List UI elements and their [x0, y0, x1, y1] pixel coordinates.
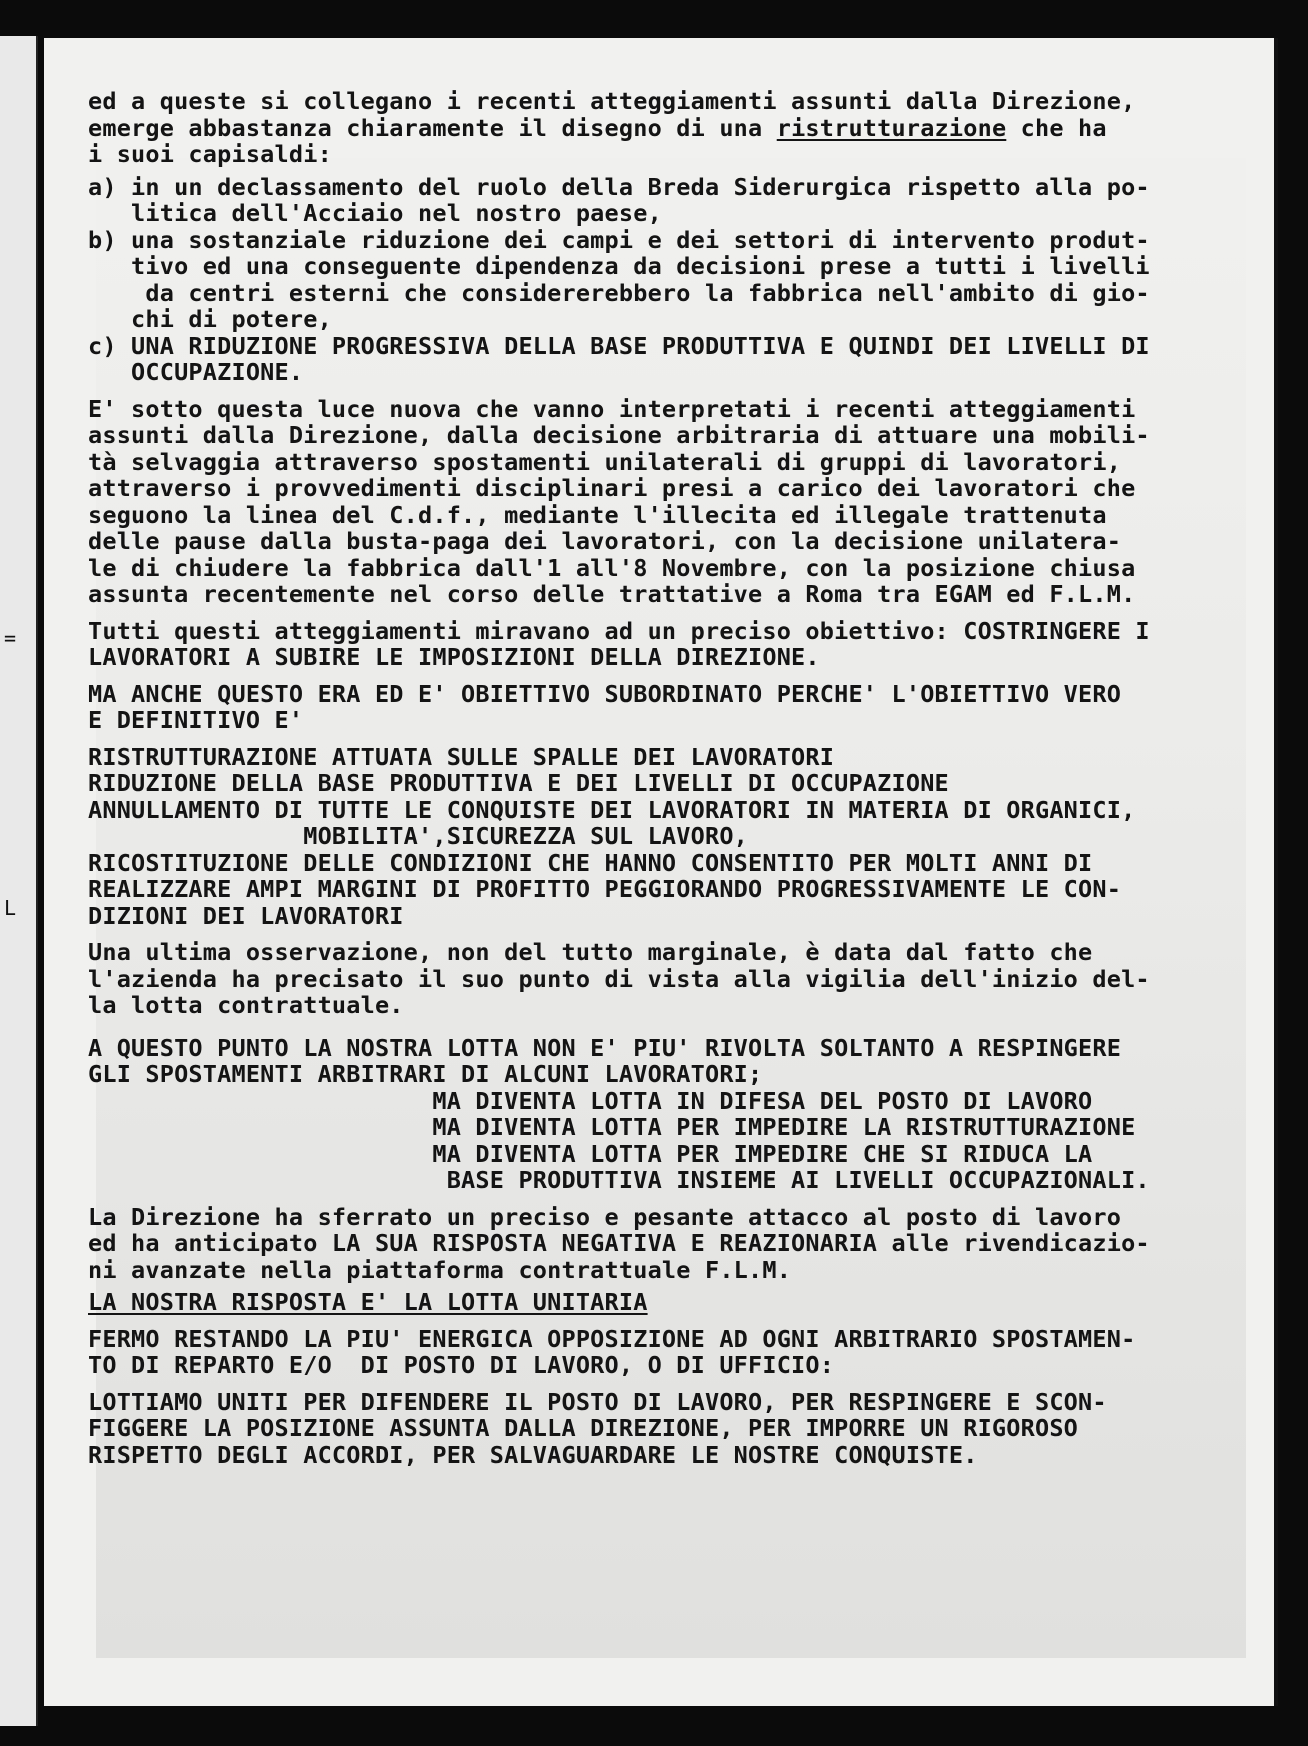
- text-line: MA DIVENTA LOTTA PER IMPEDIRE LA RISTRUTTURAZIONE: [88, 1113, 1136, 1141]
- paragraph: [88, 1389, 1248, 1469]
- list-item: tivo ed una conseguente dipendenza da decisioni prese a tutti i livelli: [88, 252, 1150, 280]
- text-line: ni avanzate nella piattaforma contrattuale F.L.M.: [88, 1255, 792, 1284]
- text-line: FIGGERE LA POSIZIONE ASSUNTA DALLA DIREZIONE, PER IMPORRE UN RIGOROSO: [88, 1414, 1079, 1442]
- section-heading: LA NOSTRA RISPOSTA E' LA LOTTA UNITARIA: [88, 1288, 648, 1316]
- text-line: MA DIVENTA LOTTA PER IMPEDIRE CHE SI RIDUCA LA: [88, 1139, 1093, 1168]
- list-item: da centri esterni che considererebbero la fabbrica nell'ambito di gio-: [88, 278, 1150, 307]
- document-page: [44, 38, 1278, 1706]
- text-line: REALIZZARE AMPI MARGINI DI PROFITTO PEGGIORANDO PROGRESSIVAMENTE LE CON-: [88, 875, 1122, 903]
- text-line: seguono la linea del C.d.f., mediante l'illecita ed illegale trattenuta: [88, 500, 1107, 529]
- text-line: DIZIONI DEI LAVORATORI: [88, 901, 404, 930]
- text-line: GLI SPOSTAMENTI ARBITRARI DI ALCUNI LAVORATORI;: [88, 1060, 763, 1088]
- text-line: RICOSTITUZIONE DELLE CONDIZIONI CHE HANNO CONSENTITO PER MOLTI ANNI DI: [88, 848, 1093, 877]
- list-item: chi di potere,: [88, 305, 332, 333]
- paragraph: [88, 744, 1248, 930]
- underlined-word: ristrutturazione: [776, 113, 1007, 142]
- adjacent-page-edge: [0, 36, 38, 1726]
- text-line: emerge abbastanza chiaramente il disegno di una ristrutturazione che ha: [88, 113, 1107, 142]
- text-line: TO DI REPARTO E/O DI POSTO DI LAVORO, O DI UFFICIO:: [88, 1351, 835, 1379]
- text-line: l'azienda ha precisato il suo punto di vista alla vigilia dell'inizio del-: [88, 964, 1150, 993]
- text-line: La Direzione ha sferrato un preciso e pesante attacco al posto di lavoro: [88, 1202, 1122, 1231]
- text-line: RISTRUTTURAZIONE ATTUATA SULLE SPALLE DEI LAVORATORI: [88, 742, 835, 771]
- text-line: Tutti questi atteggiamenti miravano ad un preciso obiettivo: COSTRINGERE I: [88, 616, 1150, 645]
- paragraph: [88, 1204, 1248, 1284]
- list-item: a) in un declassamento del ruolo della Breda Siderurgica rispetto alla po-: [88, 172, 1150, 201]
- text-line: assunti dalla Direzione, dalla decisione arbitraria di attuare una mobili-: [88, 421, 1150, 449]
- list-item: c) UNA RIDUZIONE PROGRESSIVA DELLA BASE PRODUTTIVA E QUINDI DEI LIVELLI DI: [88, 331, 1150, 360]
- text-line: i suoi capisaldi:: [88, 140, 332, 168]
- text-line: LAVORATORI A SUBIRE LE IMPOSIZIONI DELLA DIREZIONE.: [88, 643, 820, 671]
- document-text: [88, 88, 1248, 1468]
- text-line: Una ultima osservazione, non del tutto marginale, è data dal fatto che: [88, 938, 1093, 966]
- text-line: assunta recentemente nel corso delle trattative a Roma tra EGAM ed F.L.M.: [88, 580, 1136, 608]
- text-line: LOTTIAMO UNITI PER DIFENDERE IL POSTO DI LAVORO, PER RESPINGERE E SCON-: [88, 1387, 1107, 1416]
- text-line: ed a queste si collegano i recenti atteggiamenti assunti dalla Direzione,: [88, 87, 1136, 115]
- paragraph: [88, 396, 1248, 608]
- text-line: ed ha anticipato LA SUA RISPOSTA NEGATIVA E REAZIONARIA alle rivendicazio-: [88, 1229, 1150, 1257]
- text-line: FERMO RESTANDO LA PIU' ENERGICA OPPOSIZIONE AD OGNI ARBITRARIO SPOSTAMEN-: [88, 1324, 1136, 1353]
- paragraph: [88, 681, 1248, 734]
- text-line: attraverso i provvedimenti disciplinari presi a carico dei lavoratori che: [88, 474, 1136, 502]
- paragraph: [88, 939, 1248, 1019]
- text-line: A QUESTO PUNTO LA NOSTRA LOTTA NON E' PIU' RIVOLTA SOLTANTO A RESPINGERE: [88, 1033, 1122, 1062]
- capisaldi-list: [88, 174, 1248, 386]
- paragraph: [88, 1035, 1248, 1194]
- text-line: tà selvaggia attraverso spostamenti unilaterali di gruppi di lavoratori,: [88, 447, 1122, 476]
- text-line: RISPETTO DEGLI ACCORDI, PER SALVAGUARDARE LE NOSTRE CONQUISTE.: [88, 1440, 978, 1469]
- paragraph: [88, 1326, 1248, 1379]
- paragraph: [88, 618, 1248, 671]
- text-line: E DEFINITIVO E': [88, 706, 304, 734]
- text-line: BASE PRODUTTIVA INSIEME AI LIVELLI OCCUPAZIONALI.: [88, 1166, 1150, 1194]
- text-line: ANNULLAMENTO DI TUTTE LE CONQUISTE DEI LAVORATORI IN MATERIA DI ORGANICI,: [88, 795, 1136, 824]
- text-line: le di chiudere la fabbrica dall'1 all'8 Novembre, con la posizione chiusa: [88, 553, 1136, 582]
- margin-mark: L: [4, 896, 17, 920]
- text-line: la lotta contrattuale.: [88, 991, 404, 1019]
- list-item: OCCUPAZIONE.: [88, 358, 304, 386]
- text-line: MOBILITA',SICUREZZA SUL LAVORO,: [88, 822, 749, 850]
- margin-mark: =: [4, 626, 17, 650]
- text-line: delle pause dalla busta-paga dei lavoratori, con la decisione unilatera-: [88, 527, 1122, 555]
- text-line: RIDUZIONE DELLA BASE PRODUTTIVA E DEI LIVELLI DI OCCUPAZIONE: [88, 769, 949, 797]
- text-line: MA DIVENTA LOTTA IN DIFESA DEL POSTO DI LAVORO: [88, 1086, 1093, 1115]
- list-item: litica dell'Acciaio nel nostro paese,: [88, 199, 662, 227]
- list-item: b) una sostanziale riduzione dei campi e dei settori di intervento produt-: [88, 225, 1150, 254]
- text-line: E' sotto questa luce nuova che vanno interpretati i recenti atteggiamenti: [88, 394, 1136, 423]
- text-line: MA ANCHE QUESTO ERA ED E' OBIETTIVO SUBORDINATO PERCHE' L'OBIETTIVO VERO: [88, 679, 1122, 708]
